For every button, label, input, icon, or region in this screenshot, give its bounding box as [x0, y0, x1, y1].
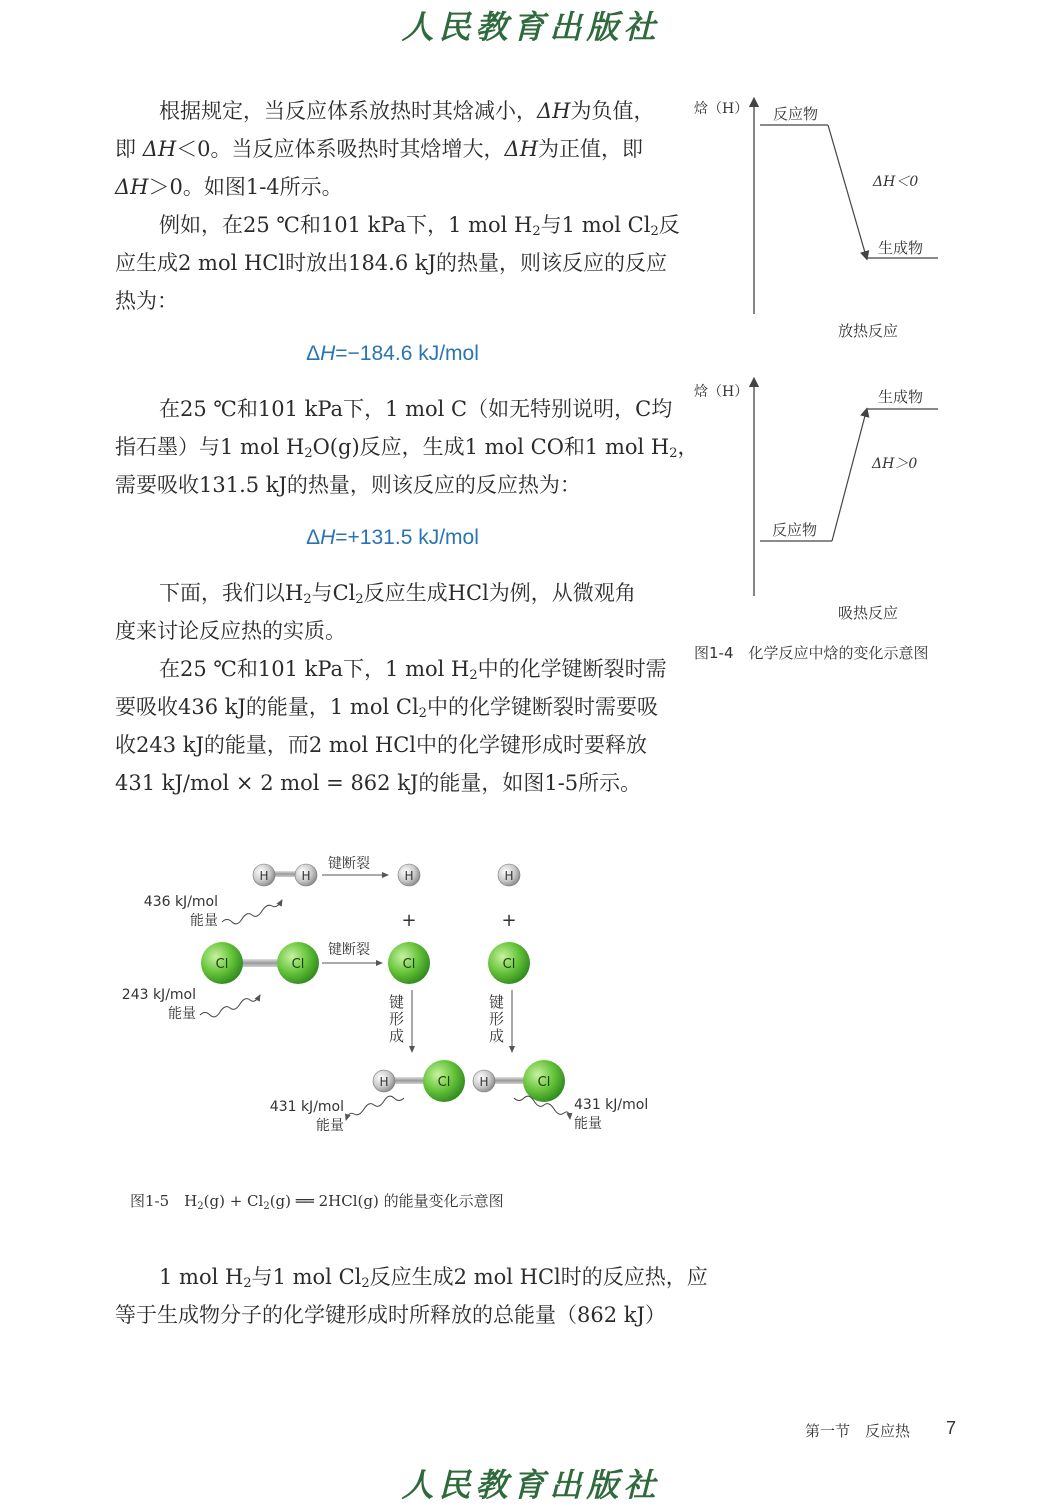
exo-reactant-label: 反应物 [773, 105, 819, 123]
exo-arrow [828, 125, 866, 256]
energy-436-label: 能量 [190, 913, 218, 929]
equation-exothermic: ΔH=−184.6 kJ/mol [306, 342, 479, 365]
energy-436-value: 436 kJ/mol [143, 894, 218, 910]
paragraph-carbon-example: 在25 ℃和101 kPa下，1 mol C（如无特别说明，C均 指石墨）与1 mol $H_2O(g)$反应，生成1 mol CO和1 mol $H_2$， 需要吸收131.5 kJ的热量，则该反应的反应热为： [115, 397, 699, 497]
svg-text:Cl: Cl [502, 957, 516, 972]
bond-form-vertical-label-right: 键形成 [489, 993, 505, 1045]
h2-molecule [253, 864, 317, 886]
plus-sign: + [501, 910, 517, 931]
hcl-molecule [473, 1060, 565, 1102]
paragraph-sign-convention: 根据规定，当反应体系放热时其焓减小，ΔH为负值， 即 ΔH＜0。当反应体系吸热时其焓增大，ΔH为正值，即 ΔH＞0。如图1-4所示。 [115, 99, 655, 199]
footer-section-title: 第一节 反应热 [805, 1422, 911, 1440]
energy-431-left-label: 能量 [316, 1118, 344, 1134]
h2-break-label: 键断裂 [328, 856, 370, 872]
cl2-molecule [201, 942, 319, 984]
svg-text:Cl: Cl [215, 957, 229, 972]
svg-text:Cl: Cl [402, 957, 416, 972]
energy-243-value: 243 kJ/mol [121, 987, 196, 1003]
svg-text:H: H [504, 869, 514, 883]
equation-endothermic: ΔH=+131.5 kJ/mol [306, 526, 479, 549]
svg-text:Cl: Cl [291, 957, 305, 972]
exo-product-label: 生成物 [878, 239, 924, 257]
svg-text:H: H [301, 869, 311, 883]
bond-form-vertical-label-left: 键形成 [389, 993, 405, 1045]
endo-caption: 吸热反应 [838, 604, 899, 622]
endo-product-label: 生成物 [878, 388, 924, 406]
endo-reactant-label: 反应物 [772, 521, 818, 539]
paragraph-conclusion: 1 mol $H_2$与1 mol $Cl_2$反应生成2 mol HCl时的反应热，应 等于生成物分子的化学键形成时所释放的总能量（862 kJ） [115, 1265, 708, 1327]
exothermic-diagram [693, 101, 938, 340]
energy-243-wave [200, 995, 260, 1017]
energy-431-right-label: 能量 [574, 1116, 602, 1132]
energy-431-left-value: 431 kJ/mol [269, 1099, 344, 1115]
svg-text:H: H [379, 1075, 389, 1089]
exo-y-label: 焓（H） [694, 101, 749, 117]
energy-436-wave [222, 900, 282, 924]
energy-431-left-wave [346, 1096, 404, 1120]
figure-1-5-caption: 图1-5 $H_2(g) + Cl_2(g)$ ══ 2HCl(g) 的能量变化示意图 [130, 1192, 504, 1212]
svg-text:Cl: Cl [437, 1075, 451, 1090]
endo-delta-label: ΔH＞0 [872, 456, 918, 472]
energy-243-label: 能量 [168, 1006, 196, 1022]
page-number: 7 [946, 1418, 957, 1438]
cl2-break-label: 键断裂 [328, 942, 370, 958]
paragraph-bond-energy: 在25 ℃和101 kPa下，1 mol $H_2$中的化学键断裂时需 要吸收436 kJ的能量，1 mol $Cl_2$中的化学键断裂时需要吸 收243 kJ的能量，而2 mol HCl中的化学键形成时要释放 431 kJ/mol × 2 mol = 862 kJ的能量，如图1-5所示。 [115, 657, 667, 795]
svg-text:H: H [479, 1075, 489, 1089]
svg-text:Cl: Cl [537, 1075, 551, 1090]
endothermic-diagram [693, 382, 938, 622]
figure-1-4-caption: 图1-4 化学反应中焓的变化示意图 [694, 644, 929, 662]
exo-caption: 放热反应 [838, 322, 899, 340]
hcl-molecule [373, 1060, 465, 1102]
exo-delta-label: ΔH＜0 [873, 174, 919, 190]
svg-text:H: H [404, 869, 414, 883]
footer-watermark: 人民教育出版社 [401, 1466, 661, 1504]
enthalpy-diagrams [690, 92, 960, 662]
paragraph-micro-intro: 下面，我们以$H_2$与$Cl_2$反应生成HCl为例，从微观角 度来讨论反应热的实质。 [115, 581, 636, 643]
svg-text:H: H [259, 869, 269, 883]
energy-431-right-value: 431 kJ/mol [574, 1097, 649, 1113]
plus-sign: + [401, 910, 417, 931]
header-watermark: 人民教育出版社 [401, 8, 661, 46]
endo-y-label: 焓（H） [694, 384, 749, 400]
endo-arrow [832, 412, 866, 541]
paragraph-hcl-example: 例如，在25 ℃和101 kPa下，1 mol $H_2$与1 mol $Cl_2$反 应生成2 mol HCl时放出184.6 kJ的热量，则该反应的反应 热为： [115, 213, 680, 313]
